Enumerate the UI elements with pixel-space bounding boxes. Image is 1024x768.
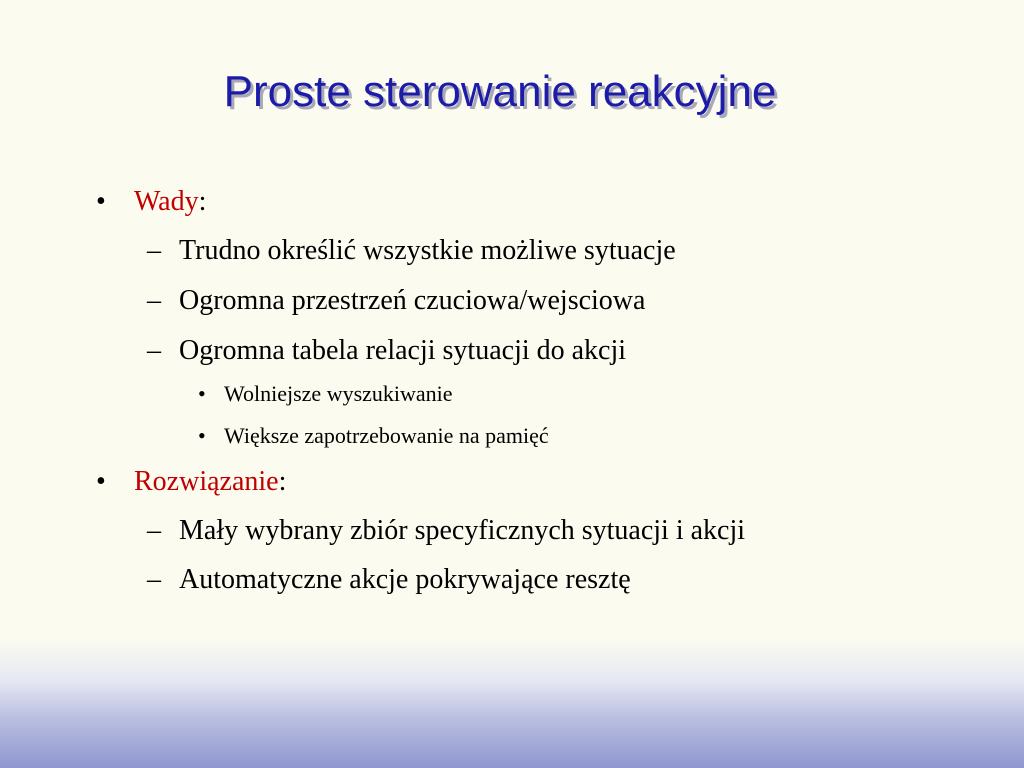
sub-bullet-text: Automatyczne akcje pokrywające resztę [179, 564, 631, 595]
dash-marker: – [147, 335, 161, 366]
sub-bullet [147, 334, 626, 368]
sub-sub-bullet [198, 422, 549, 450]
bullet-marker: • [198, 423, 206, 448]
slide-title: Proste sterowanie reakcyjne [223, 67, 777, 116]
sub-sub-bullet [198, 380, 453, 408]
bullet-keyword: Wady [134, 186, 199, 217]
bullet-marker: • [96, 186, 106, 217]
sub-sub-bullet-text: Wolniejsze wyszukiwanie [224, 381, 453, 406]
bullet-wady [96, 185, 206, 219]
dash-marker: – [147, 285, 161, 316]
sub-bullet [147, 284, 645, 318]
dash-marker: – [147, 235, 161, 266]
bullet-marker: • [96, 466, 106, 497]
sub-bullet-text: Ogromna tabela relacji sytuacji do akcji [179, 335, 627, 366]
bullet-keyword: Rozwiązanie [134, 466, 279, 497]
bullet-marker: • [198, 381, 206, 406]
dash-marker: – [147, 564, 161, 595]
dash-marker: – [147, 515, 161, 546]
sub-sub-bullet-text: Większe zapotrzebowanie na pamięć [224, 423, 549, 448]
sub-bullet [147, 563, 631, 597]
sub-bullet [147, 234, 676, 268]
sub-bullet-text: Ogromna przestrzeń czuciowa/wejsciowa [179, 285, 646, 316]
bullet-rozwiazanie [96, 465, 286, 499]
sub-bullet-text: Trudno określić wszystkie możliwe sytuacje [179, 235, 676, 266]
sub-bullet [147, 514, 745, 548]
bullet-suffix: : [198, 186, 207, 217]
sub-bullet-text: Mały wybrany zbiór specyficznych sytuacji i akcji [179, 515, 746, 546]
bullet-suffix: : [278, 466, 287, 497]
